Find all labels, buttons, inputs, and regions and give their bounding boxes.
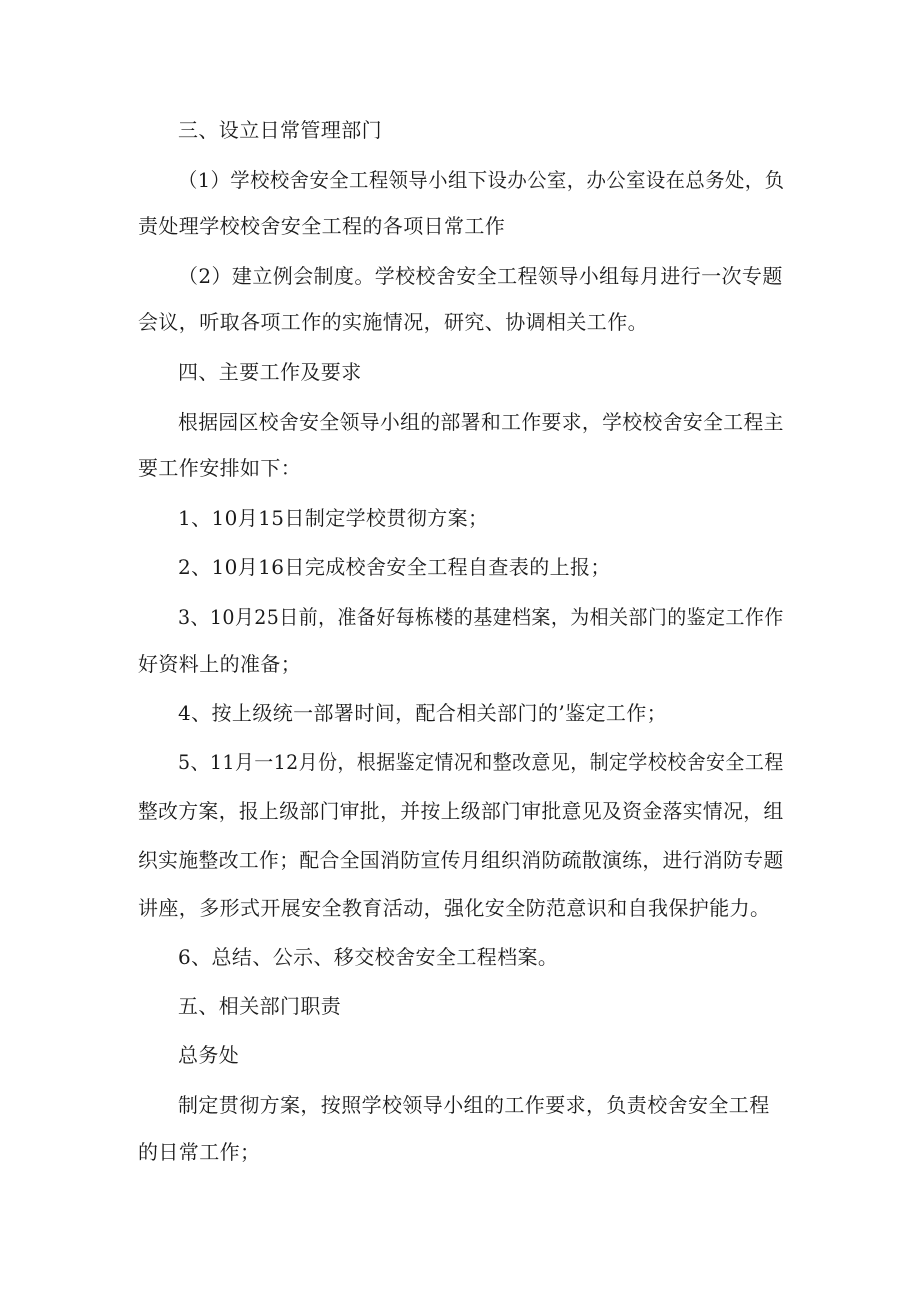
- paragraph-line: （1）学校校舍安全工程领导小组下设办公室，办公室设在总务处，负: [178, 168, 785, 192]
- subsection-heading: 总务处: [178, 1043, 240, 1067]
- paragraph-line: 会议，听取各项工作的实施情况，研究、协调相关工作。: [138, 310, 648, 334]
- list-item: 1、10月15日制定学校贯彻方案；: [178, 506, 489, 530]
- paragraph-line: 责处理学校校舍安全工程的各项日常工作: [138, 214, 506, 238]
- list-item: 3、10月25日前，准备好每栋楼的基建档案，为相关部门的鉴定工作作: [178, 605, 784, 629]
- paragraph-line: 的日常工作；: [138, 1140, 261, 1164]
- list-item: 6、总结、公示、移交校舍安全工程档案。: [178, 945, 559, 969]
- list-item-continuation: 织实施整改工作；配合全国消防宣传月组织消防疏散演练，进行消防专题: [138, 848, 784, 872]
- section-heading-5: 五、相关部门职责: [178, 994, 342, 1018]
- list-item: 5、11月一12月份，根据鉴定情况和整改意见，制定学校校舍安全工程: [178, 750, 784, 774]
- paragraph-line: 根据园区校舍安全领导小组的部署和工作要求，学校校舍安全工程主: [178, 410, 784, 434]
- section-heading-3: 三、设立日常管理部门: [178, 118, 382, 142]
- list-item: 4、按上级统一部署时间，配合相关部门的’鉴定工作；: [178, 701, 668, 725]
- list-item-continuation: 好资料上的准备；: [138, 652, 302, 676]
- paragraph-line: 要工作安排如下：: [138, 456, 302, 480]
- list-item-continuation: 整改方案，报上级部门审批，并按上级部门审批意见及资金落实情况，组: [138, 799, 784, 823]
- list-item-continuation: 讲座，多形式开展安全教育活动，强化安全防范意识和自我保护能力。: [138, 896, 771, 920]
- section-heading-4: 四、主要工作及要求: [178, 360, 362, 384]
- list-item: 2、10月16日完成校舍安全工程自查表的上报；: [178, 555, 611, 579]
- paragraph-line: （2）建立例会制度。学校校舍安全工程领导小组每月进行一次专题: [178, 264, 783, 288]
- paragraph-line: 制定贯彻方案，按照学校领导小组的工作要求，负责校舍安全工程: [178, 1093, 770, 1117]
